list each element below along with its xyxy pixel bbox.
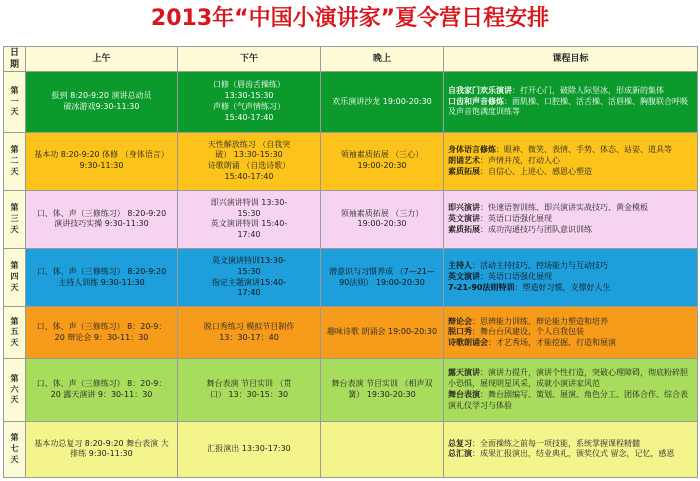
- goal-key: 素质拓展: [448, 224, 480, 234]
- evening-cell-line: 领袖素质拓展 （三力）: [340, 208, 424, 218]
- goal-item: [448, 317, 693, 328]
- afternoon-cell-line: 指定主题演讲15:40-: [212, 277, 286, 287]
- morning-cell-line: 基本功 8:20-9:20 体修 （身体语言）: [34, 150, 169, 160]
- morning-cell: [26, 190, 178, 248]
- afternoon-cell-line: 口修（唇齿舌操练）: [213, 80, 285, 90]
- goal-text: ：打开心门，破除人际坚冰，形成新的集体: [512, 85, 664, 95]
- morning-cell-line: 9:30-11:30: [79, 161, 124, 171]
- goal-key: 脱口秀: [448, 327, 472, 337]
- afternoon-cell: [178, 249, 321, 307]
- goal-item: [448, 390, 693, 412]
- afternoon-cell: [178, 359, 321, 421]
- afternoon-cell: [178, 421, 321, 477]
- afternoon-cell-line: 英文演讲特训 15:40-: [210, 219, 288, 229]
- goal-key: 口齿和声音修炼: [448, 96, 504, 106]
- goal-item: [448, 439, 693, 450]
- goal-item: [448, 283, 693, 294]
- header-row: [4, 47, 698, 72]
- goal-item: [448, 145, 693, 156]
- day-label: [4, 421, 26, 477]
- day-label: [4, 72, 26, 132]
- morning-cell: [26, 307, 178, 359]
- afternoon-cell-line: 天性解放练习 （自我突: [207, 139, 291, 149]
- goals-cell: [444, 359, 698, 421]
- afternoon-cell-line: 舞台表演 节目实训 （贯: [206, 379, 292, 389]
- day-label-char: 第: [10, 373, 19, 383]
- goal-text: ：声情并茂，打动人心: [480, 155, 560, 165]
- goal-key: 素质拓展: [448, 166, 480, 176]
- goal-key: 主持人: [448, 261, 472, 271]
- goal-key: 英文演讲: [448, 213, 480, 223]
- goal-item: [448, 225, 693, 236]
- header-day-char: 期: [9, 60, 19, 71]
- day-label-char: 七: [10, 443, 19, 453]
- goal-item: [448, 97, 693, 119]
- goal-key: 朗诵艺术: [448, 155, 480, 165]
- afternoon-cell: [178, 132, 321, 190]
- afternoon-cell-line: 15:40-17:40: [224, 112, 274, 122]
- day-label: [4, 132, 26, 190]
- morning-cell-line: 基本功总复习 8:20-9:20 舞台表演 大: [34, 438, 169, 448]
- evening-cell-line: 90法则） 19:00-20:30: [339, 277, 425, 287]
- morning-cell-line: 主持人训练 9:30-11:30: [58, 277, 145, 287]
- afternoon-cell-line: 诗歌朗诵 （自选诗歌）: [207, 161, 291, 171]
- goal-text: ：活动主持技巧，控场能力与互动技巧: [472, 261, 608, 271]
- evening-cell-line: 舞台表演 节目实训 （相声双: [331, 379, 433, 389]
- day-label-char: 四: [10, 272, 19, 282]
- table-row: [4, 249, 698, 307]
- morning-cell: [26, 421, 178, 477]
- goal-key: 英文演讲: [448, 272, 480, 282]
- morning-cell: [26, 72, 178, 132]
- goal-item: [448, 167, 693, 178]
- table-row: [4, 307, 698, 359]
- goal-key: 总复习: [448, 438, 472, 448]
- table-row: [4, 359, 698, 421]
- table-row: [4, 421, 698, 477]
- day-label: [4, 359, 26, 421]
- day-label-char: 天: [10, 338, 19, 348]
- afternoon-cell-line: 17:40: [237, 230, 261, 240]
- morning-cell-line: 口、体、声（三修练习） 8:20-9:20: [36, 266, 167, 276]
- table-row: [4, 190, 698, 248]
- day-label-char: 二: [10, 155, 19, 165]
- goal-item: [448, 327, 693, 338]
- goal-text: ：英语口语强化展现: [480, 213, 552, 223]
- afternoon-cell-line: 破） 13:30-15:30: [215, 150, 283, 160]
- day-label-char: 第: [10, 144, 19, 154]
- goal-text: ：全面操练之前每一项技能，系统掌握课程精髓: [472, 438, 640, 448]
- day-label-char: 第: [10, 261, 19, 271]
- schedule-table: [3, 46, 698, 478]
- goals-cell: [444, 132, 698, 190]
- goals-cell: [444, 190, 698, 248]
- evening-cell-line: 领袖素质拓展 （三心）: [340, 150, 424, 160]
- afternoon-cell-line: 即兴演讲特训 13:30-: [210, 197, 288, 207]
- afternoon-cell: [178, 72, 321, 132]
- day-label-char: 天: [10, 166, 19, 176]
- evening-cell: [321, 132, 444, 190]
- evening-cell: [321, 421, 444, 477]
- goal-item: [448, 368, 693, 390]
- morning-cell-line: 破冰游戏9:30-11:30: [63, 101, 140, 111]
- header-day-char: 日: [9, 48, 19, 58]
- day-label-char: 第: [10, 433, 19, 443]
- table-row: [4, 72, 698, 132]
- day-label-char: 第: [10, 316, 19, 326]
- afternoon-cell-line: 声修（气声情练习）: [213, 101, 285, 111]
- day-label-char: 天: [10, 224, 19, 234]
- morning-cell-line: 排练 9:30-11:30: [70, 449, 133, 459]
- header-day: [4, 47, 26, 72]
- morning-cell-line: 报到 8:20-9:20 演讲总动员: [51, 91, 152, 101]
- goal-key: 身体语言修炼: [448, 144, 496, 154]
- goal-item: [448, 203, 693, 214]
- afternoon-cell-line: 口） 13：30-15：30: [209, 390, 289, 400]
- goal-text: ：快速语智训练、即兴演讲实战技巧、黄金模板: [480, 203, 648, 213]
- goal-text: ：塑造好习惯，支撑好人生: [514, 283, 611, 293]
- goal-key: 总汇演: [448, 449, 472, 459]
- goal-item: [448, 214, 693, 225]
- goal-key: 诗歌朗诵会: [448, 338, 488, 348]
- morning-cell: [26, 359, 178, 421]
- afternoon-cell-line: 15:40-17:40: [224, 171, 274, 181]
- day-label: [4, 307, 26, 359]
- afternoon-cell-line: 13：30-17：40: [219, 332, 279, 342]
- day-label: [4, 249, 26, 307]
- morning-cell-line: 20 辩论会 9：30-11：30: [54, 332, 149, 342]
- day-label-char: 一: [10, 96, 19, 106]
- evening-cell: [321, 72, 444, 132]
- evening-cell: [321, 359, 444, 421]
- evening-cell-line: 欢乐演讲沙龙 19:00-20:30: [332, 96, 432, 106]
- goal-text: ：思辨能力训练、辩论能力塑造和培养: [472, 316, 608, 326]
- afternoon-cell-line: 13:30-15:30: [224, 91, 274, 101]
- goal-key: 自我家门欢乐演讲: [448, 85, 512, 95]
- day-label-char: 三: [10, 213, 19, 223]
- header-evening: 晚上: [321, 47, 444, 72]
- goal-item: [448, 261, 693, 272]
- afternoon-cell-line: 15:30: [237, 266, 261, 276]
- table-row: [4, 132, 698, 190]
- header-goals: 课程目标: [444, 47, 698, 72]
- goals-cell: [444, 249, 698, 307]
- morning-cell: [26, 249, 178, 307]
- goal-text: ：舞台台风建设，个人自我包装: [472, 327, 584, 337]
- evening-cell: [321, 249, 444, 307]
- afternoon-cell-line: 17:40: [237, 288, 261, 298]
- morning-cell-line: 口、体、声（三修练习） 8：20-9：: [36, 322, 167, 332]
- morning-cell-line: 20 露天演讲 9：30-11：30: [50, 390, 153, 400]
- day-label-char: 六: [10, 384, 19, 394]
- goal-key: 露天演讲: [448, 368, 480, 378]
- goal-text: ：成果汇报演出，结业典礼，颁奖仪式 留念，记忆，感恩: [472, 449, 675, 459]
- evening-cell-line: 19:00-20:30: [357, 161, 407, 171]
- afternoon-cell-line: 汇报演出 13:30-17:30: [207, 443, 291, 453]
- goal-item: [448, 338, 693, 349]
- goal-item: [448, 449, 693, 460]
- evening-cell: [321, 190, 444, 248]
- header-morning: 上午: [26, 47, 178, 72]
- goal-text: ：面肌操、口腔操、活舌操、活唇操、胸腹联合呼吸及声音饱满度训练等: [448, 96, 688, 117]
- goal-text: ：才艺秀场，才能挖掘、打造和展演: [488, 338, 616, 348]
- page-title: 2013年“中国小演讲家”夏令营日程安排: [150, 6, 550, 31]
- evening-cell-line: 簧） 19:30-20:30: [348, 390, 416, 400]
- evening-cell: [321, 307, 444, 359]
- afternoon-cell-line: 脱口秀练习 模拟节目制作: [203, 322, 295, 332]
- goal-key: 舞台表演: [448, 390, 480, 400]
- goal-text: ：演讲力提升，演讲个性打造，突破心理障碍，彻底粉碎胆小恐惧，展现明星风采，成就小演讲家风范: [448, 368, 688, 389]
- day-label-char: 第: [10, 85, 19, 95]
- goal-item: [448, 272, 693, 283]
- afternoon-cell-line: 英文演讲特训13:30-: [212, 256, 286, 266]
- goal-text: ：舞台剧编写、策划、展演、角色分工、团体合作、综合表演礼仪学习与体验: [448, 390, 688, 410]
- morning-cell-line: 演讲技巧实操 9:30-11:30: [54, 219, 149, 229]
- goals-cell: [444, 421, 698, 477]
- goal-item: [448, 156, 693, 167]
- day-label-char: 五: [10, 327, 19, 337]
- evening-cell-line: 潜意识与习惯养成 （7—21—: [329, 266, 435, 276]
- goal-key: 即兴演讲: [448, 203, 480, 213]
- day-label-char: 天: [10, 454, 19, 464]
- day-label-char: 第: [10, 203, 19, 213]
- day-label-char: 天: [10, 395, 19, 405]
- afternoon-cell: [178, 307, 321, 359]
- morning-cell: [26, 132, 178, 190]
- goal-text: ：自信心、上进心、感恩心塑造: [480, 166, 592, 176]
- goal-key: 辩论会: [448, 316, 472, 326]
- goals-cell: [444, 307, 698, 359]
- afternoon-cell: [178, 190, 321, 248]
- goal-item: [448, 86, 693, 97]
- afternoon-cell-line: 15:30: [237, 208, 261, 218]
- evening-cell-line: 趣味诗歌 朗诵会 19:00-20:30: [326, 327, 438, 337]
- evening-cell-line: 19:00-20:30: [357, 219, 407, 229]
- goal-text: ：眼神、微笑、表情、手势、体态、站姿、道具等: [496, 144, 672, 154]
- goal-text: ：成功沟通技巧与团队意识训练: [480, 224, 592, 234]
- goal-key: 7-21-90法则特训: [448, 283, 515, 293]
- morning-cell-line: 口、体、声（三修练习） 8：20-9：: [36, 379, 167, 389]
- day-label-char: 天: [10, 283, 19, 293]
- day-label: [4, 190, 26, 248]
- goal-text: ：英语口语强化展现: [480, 272, 552, 282]
- day-label-char: 天: [10, 107, 19, 117]
- goals-cell: [444, 72, 698, 132]
- header-afternoon: 下午: [178, 47, 321, 72]
- morning-cell-line: 口、体、声（三修练习） 8:20-9:20: [36, 208, 167, 218]
